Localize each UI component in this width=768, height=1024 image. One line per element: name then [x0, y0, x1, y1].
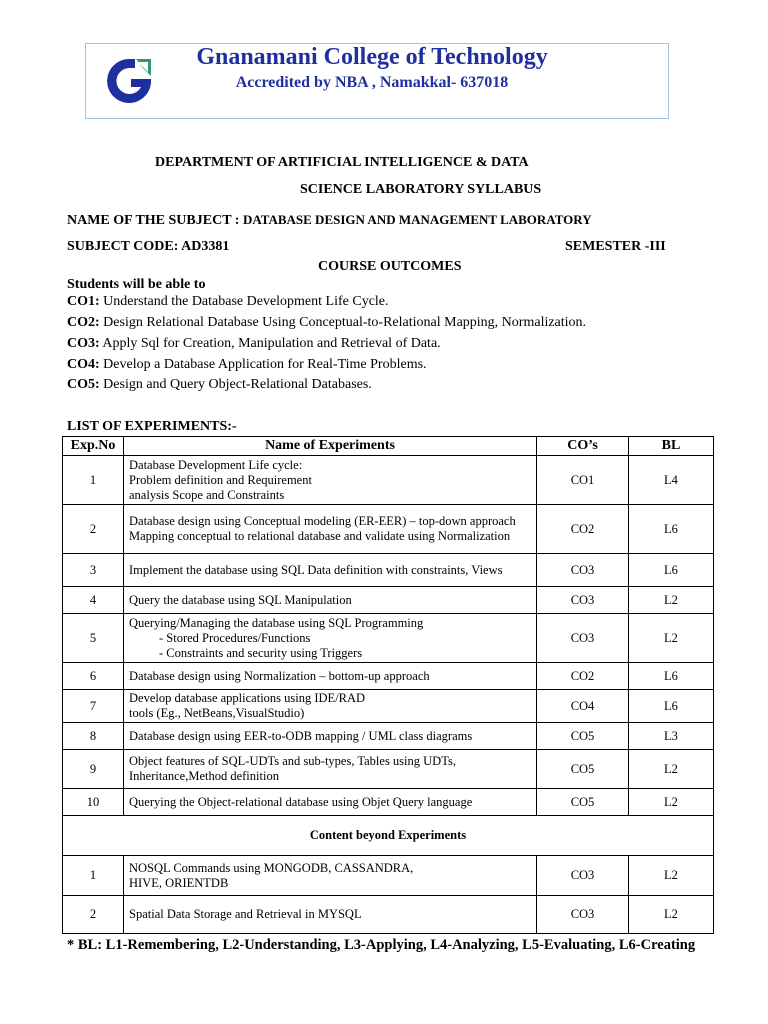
- column-header: Exp.No: [63, 437, 124, 456]
- exp-co: CO3: [537, 554, 629, 587]
- exp-name: Implement the database using SQL Data definition with constraints, Views: [124, 554, 537, 587]
- course-outcomes-title: COURSE OUTCOMES: [318, 259, 462, 274]
- exp-no: 10: [63, 789, 124, 816]
- table-row: [63, 723, 714, 750]
- content-beyond-heading: Content beyond Experiments: [63, 816, 714, 856]
- outcome-code: CO5:: [67, 377, 100, 392]
- exp-co: CO5: [537, 750, 629, 789]
- exp-name: [124, 690, 537, 723]
- exp-name-line: analysis Scope and Constraints: [129, 487, 285, 502]
- exp-name: Query the database using SQL Manipulation: [124, 587, 537, 614]
- exp-bl: L2: [629, 750, 714, 789]
- outcome-item: [67, 294, 389, 310]
- exp-bl: L3: [629, 723, 714, 750]
- exp-name: Database design using Conceptual modeling (ER-EER) – top-down approach Mapping conceptual to relational database and validate using Normalization: [124, 505, 537, 554]
- exp-bl: L2: [629, 614, 714, 663]
- outcome-code: CO4:: [67, 357, 100, 372]
- outcomes-intro: Students will be able to: [67, 277, 206, 292]
- experiments-heading: LIST OF EXPERIMENTS:-: [67, 419, 237, 434]
- exp-name-line: NOSQL Commands using MONGODB, CASSANDRA,: [129, 860, 414, 875]
- exp-co: CO5: [537, 723, 629, 750]
- exp-name: [124, 856, 537, 896]
- outcome-item: [67, 357, 427, 373]
- exp-name: [124, 456, 537, 505]
- outcome-text: Develop a Database Application for Real-Time Problems.: [99, 357, 427, 372]
- exp-bl: L2: [629, 856, 714, 896]
- outcome-item: [67, 377, 372, 393]
- college-header: [85, 43, 669, 119]
- exp-no: 8: [63, 723, 124, 750]
- table-row: [63, 663, 714, 690]
- exp-co: CO3: [537, 587, 629, 614]
- exp-no: 2: [63, 896, 124, 934]
- exp-no: 4: [63, 587, 124, 614]
- exp-co: CO3: [537, 856, 629, 896]
- exp-bl: L6: [629, 554, 714, 587]
- exp-bl: L2: [629, 789, 714, 816]
- table-row: [63, 750, 714, 789]
- table-row: [63, 690, 714, 723]
- outcome-item: [67, 336, 441, 352]
- outcome-text: Design Relational Database Using Conceptual-to-Relational Mapping, Normalization.: [99, 315, 587, 330]
- exp-name-line: Database Development Life cycle:: [129, 457, 303, 472]
- outcome-text: Apply Sql for Creation, Manipulation and Retrieval of Data.: [99, 336, 441, 351]
- college-logo-icon: [105, 56, 153, 106]
- column-header: BL: [629, 437, 714, 456]
- section-row: [63, 816, 714, 856]
- table-header-row: [63, 437, 714, 456]
- subject-name: [67, 212, 592, 229]
- exp-name: Spatial Data Storage and Retrieval in MYSQL: [124, 896, 537, 934]
- table-row: [63, 789, 714, 816]
- exp-bl: L6: [629, 663, 714, 690]
- semester: SEMESTER -III: [565, 239, 666, 254]
- college-name: Gnanamani College of Technology: [196, 44, 548, 70]
- exp-name: Database design using EER-to-ODB mapping / UML class diagrams: [124, 723, 537, 750]
- experiments-table: [62, 436, 714, 934]
- exp-name-line: Object features of SQL-UDTs and sub-types, Tables using UDTs,: [129, 754, 456, 768]
- subject-code: SUBJECT CODE: AD3381: [67, 239, 230, 254]
- exp-co: CO3: [537, 614, 629, 663]
- table-row: [63, 896, 714, 934]
- table-row: [63, 587, 714, 614]
- exp-name: Database design using Normalization – bottom-up approach: [124, 663, 537, 690]
- exp-no: 1: [63, 856, 124, 896]
- exp-name-line: Problem definition and Requirement: [129, 472, 312, 487]
- exp-name: [124, 614, 537, 663]
- subject-name-value: DATABASE DESIGN AND MANAGEMENT LABORATORY: [242, 212, 592, 227]
- outcome-code: CO3:: [67, 336, 100, 351]
- column-header: CO’s: [537, 437, 629, 456]
- exp-bl: L4: [629, 456, 714, 505]
- exp-no: 1: [63, 456, 124, 505]
- table-row: [63, 456, 714, 505]
- outcome-text: Understand the Database Development Life Cycle.: [99, 294, 389, 309]
- outcome-code: CO1:: [67, 294, 100, 309]
- exp-no: 7: [63, 690, 124, 723]
- table-row: [63, 856, 714, 896]
- exp-co: CO2: [537, 505, 629, 554]
- exp-bl: L6: [629, 505, 714, 554]
- exp-name: [124, 750, 537, 789]
- exp-no: 5: [63, 614, 124, 663]
- exp-co: CO2: [537, 663, 629, 690]
- table-row: [63, 505, 714, 554]
- exp-name: Querying the Object-relational database using Objet Query language: [124, 789, 537, 816]
- exp-no: 6: [63, 663, 124, 690]
- exp-bl: L2: [629, 896, 714, 934]
- exp-name-line: HIVE, ORIENTDB: [129, 875, 229, 890]
- exp-co: CO4: [537, 690, 629, 723]
- exp-co: CO5: [537, 789, 629, 816]
- outcome-item: [67, 315, 586, 331]
- exp-name-line: - Stored Procedures/Functions: [159, 630, 311, 645]
- exp-no: 3: [63, 554, 124, 587]
- exp-bl: L6: [629, 690, 714, 723]
- table-row: [63, 554, 714, 587]
- column-header: Name of Experiments: [124, 437, 537, 456]
- exp-co: CO3: [537, 896, 629, 934]
- department-title-line1: DEPARTMENT OF ARTIFICIAL INTELLIGENCE & DATA: [155, 155, 529, 170]
- exp-name-line: - Constraints and security using Triggers: [159, 645, 363, 660]
- exp-co: CO1: [537, 456, 629, 505]
- table-row: [63, 614, 714, 663]
- exp-name-line: Develop database applications using IDE/RAD: [129, 691, 366, 705]
- exp-bl: L2: [629, 587, 714, 614]
- exp-no: 2: [63, 505, 124, 554]
- bloom-levels-footnote: * BL: L1-Remembering, L2-Understanding, L3-Applying, L4-Analyzing, L5-Evaluating, L6-Creating: [67, 937, 696, 953]
- exp-name-line: tools (Eg., NetBeans,VisualStudio): [129, 706, 305, 720]
- subject-name-label: NAME OF THE SUBJECT :: [67, 213, 243, 228]
- exp-name-line: Querying/Managing the database using SQL Programming: [129, 615, 424, 630]
- exp-no: 9: [63, 750, 124, 789]
- exp-name-line: Inheritance,Method definition: [129, 769, 279, 783]
- outcome-text: Design and Query Object-Relational Databases.: [99, 377, 372, 392]
- outcome-code: CO2:: [67, 315, 100, 330]
- department-title-line2: SCIENCE LABORATORY SYLLABUS: [300, 182, 542, 197]
- accreditation-line: Accredited by NBA , Namakkal- 637018: [235, 74, 509, 91]
